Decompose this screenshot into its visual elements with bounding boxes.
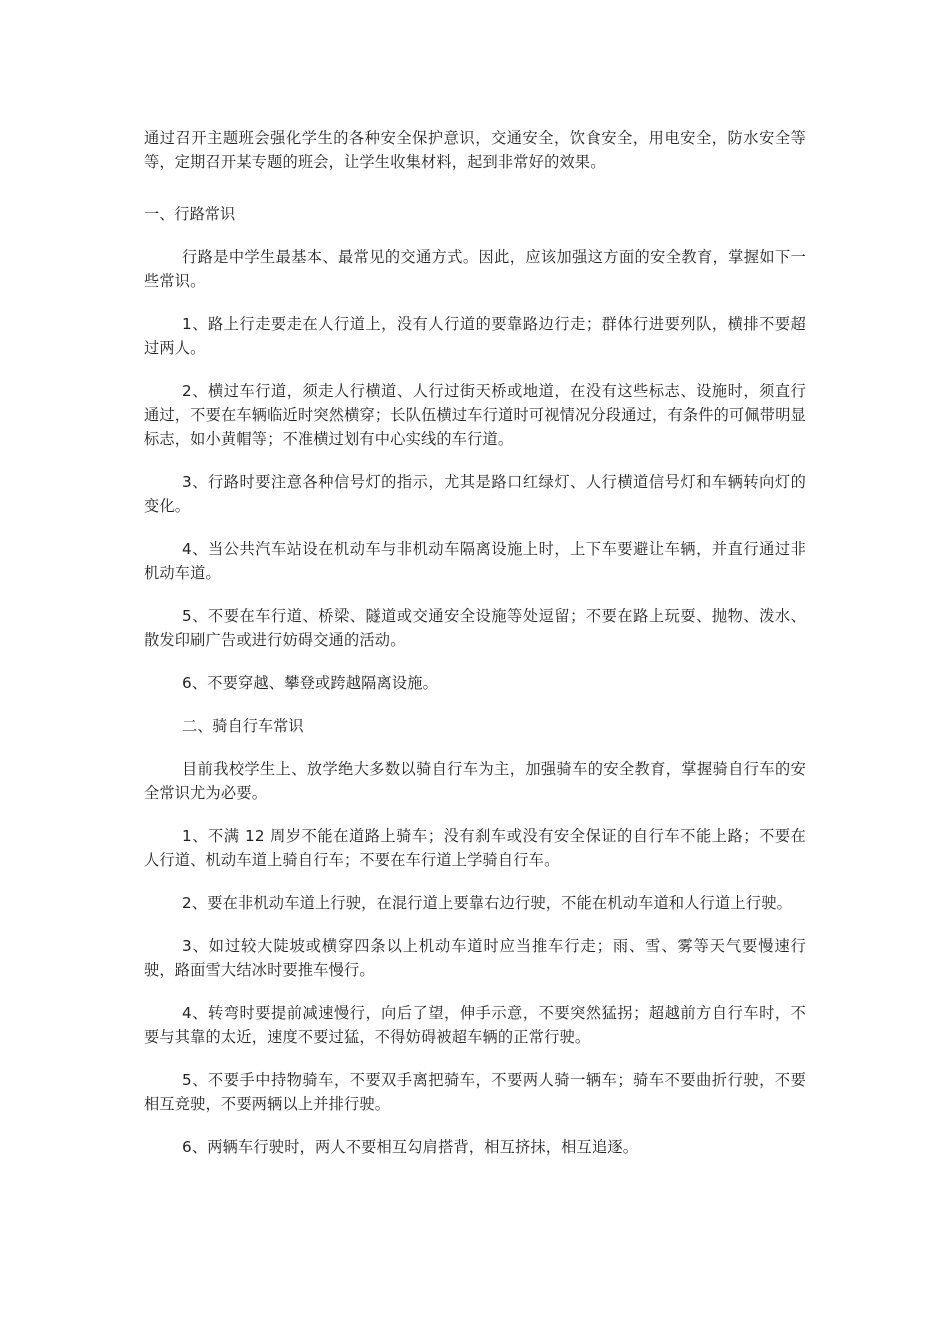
section-lead-cycling: 目前我校学生上、放学绝大多数以骑自行车为主，加强骑车的安全教育，掌握骑自行车的安全常识尤为必要。: [144, 760, 806, 802]
list-item: 6、两辆车行驶时，两人不要相互勾肩搭背，相互挤抹，相互追逐。: [182, 1138, 639, 1156]
list-item: 3、行路时要注意各种信号灯的指示，尤其是路口红绿灯、人行横道信号灯和车辆转向灯的变化。: [144, 473, 806, 515]
list-item: 1、路上行走要走在人行道上，没有人行道的要靠路边行走；群体行进要列队，横排不要超过两人。: [144, 315, 806, 357]
document-page: [144, 126, 806, 1159]
list-item: 6、不要穿越、攀登或跨越隔离设施。: [182, 674, 439, 692]
section-lead-walking: 行路是中学生最基本、最常见的交通方式。因此，应该加强这方面的安全教育，掌握如下一些常识。: [144, 248, 806, 290]
list-item: 5、不要手中持物骑车，不要双手离把骑车，不要两人骑一辆车；骑车不要曲折行驶，不要相互竞驶，不要两辆以上并排行驶。: [144, 1071, 806, 1113]
section-heading-cycling: 二、骑自行车常识: [182, 717, 304, 735]
list-item: 4、转弯时要提前减速慢行，向后了望，伸手示意，不要突然猛拐；超越前方自行车时，不要与其靠的太近，速度不要过猛，不得妨碍被超车辆的正常行驶。: [144, 1004, 806, 1046]
list-item: 2、要在非机动车道上行驶，在混行道上要靠右边行驶，不能在机动车道和人行道上行驶。: [182, 894, 792, 912]
list-item: 4、当公共汽车站设在机动车与非机动车隔离设施上时，上下车要避让车辆，并直行通过非机动车道。: [144, 540, 806, 582]
list-item: 1、不满 12 周岁不能在道路上骑车；没有刹车或没有安全保证的自行车不能上路；不要在人行道、机动车道上骑自行车；不要在车行道上学骑自行车。: [144, 827, 806, 869]
intro-paragraph: 通过召开主题班会强化学生的各种安全保护意识，交通安全，饮食安全，用电安全，防水安全等等，定期召开某专题的班会，让学生收集材料，起到非常好的效果。: [144, 129, 806, 171]
list-item: 3、如过较大陡坡或横穿四条以上机动车道时应当推车行走；雨、雪、雾等天气要慢速行驶，路面雪大结冰时要推车慢行。: [144, 937, 806, 979]
section-heading-walking: 一、行路常识: [144, 205, 236, 223]
list-item: 5、不要在车行道、桥梁、隧道或交通安全设施等处逗留；不要在路上玩耍、抛物、泼水、散发印刷广告或进行妨碍交通的活动。: [144, 607, 806, 649]
list-item: 2、横过车行道，须走人行横道、人行过街天桥或地道，在没有这些标志、设施时，须直行通过，不要在车辆临近时突然横穿；长队伍横过车行道时可视情况分段通过，有条件的可佩带明显标志，如小黄帽等；不准横过划有中心实线的车行道。: [144, 382, 806, 448]
